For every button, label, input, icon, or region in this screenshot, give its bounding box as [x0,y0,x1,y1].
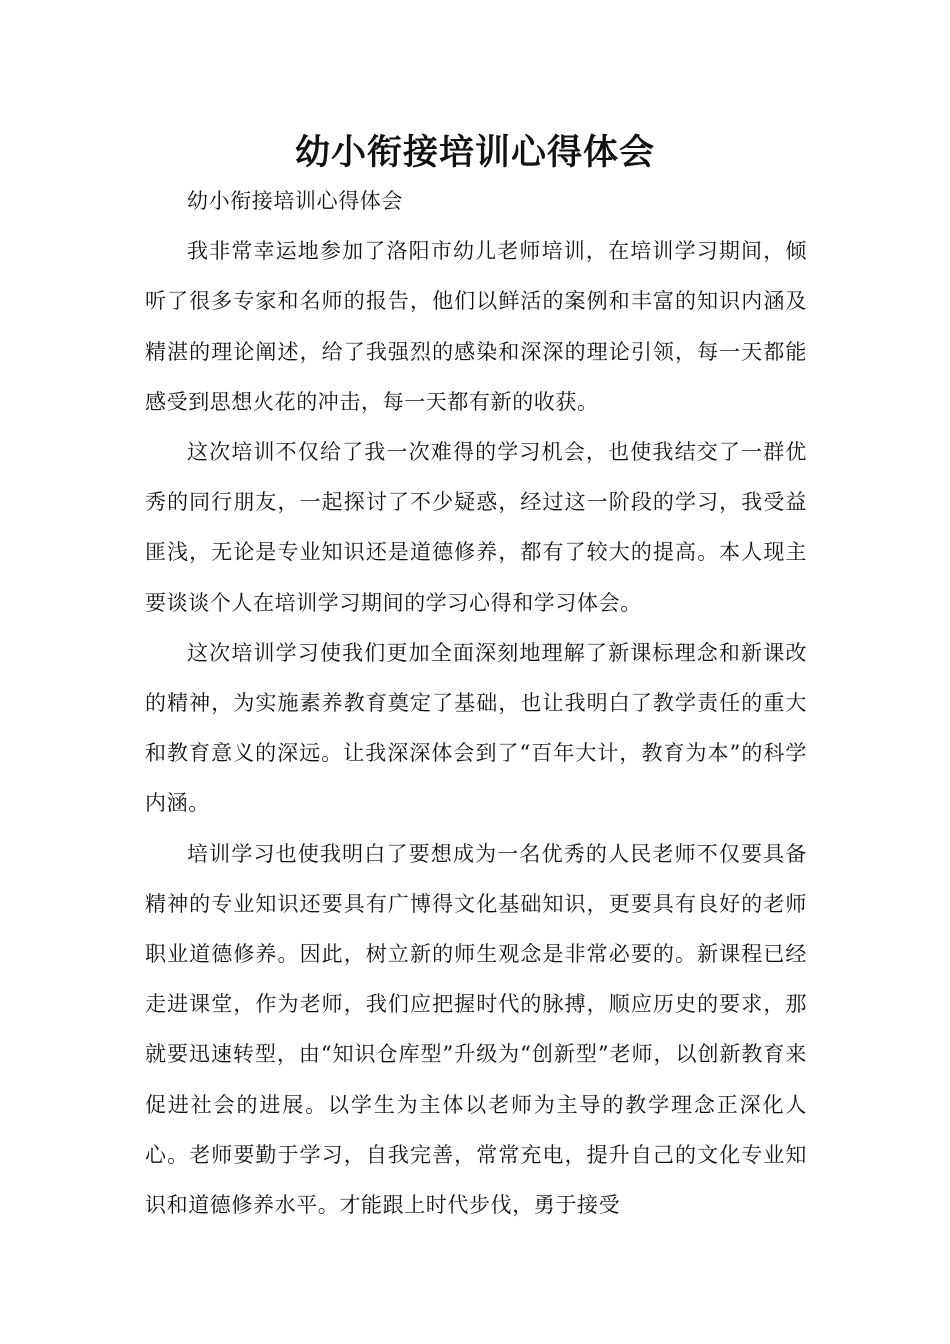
paragraph-subtitle: 幼小衔接培训心得体会 [187,189,403,213]
paragraph: 这次培训学习使我们更加全面深刻地理解了新课标理念和新课改的精神，为实施素养教育奠定了基础，也让我明白了教学责任的重大和教育意义的深远。让我深深体会到了“百年大计，教育为本”的科学内涵。 [145,640,807,816]
paragraph: 培训学习也使我明白了要想成为一名优秀的人民老师不仅要具备精神的专业知识还要具有广博得文化基础知识，更要具有良好的老师职业道德修养。因此，树立新的师生观念是非常必要的。新课程已经走进课堂，作为老师，我们应把握时代的脉搏，顺应历史的要求，那就要迅速转型，由“知识仓库型”升级为“创新型”老师，以创新教育来促进社会的进展。以学生为主体以老师为主导的教学理念正深化人心。老师要勤于学习，自我完善，常常充电，提升自己的文化专业知识和道德修养水平。才能跟上时代步伐，勇于接受 [145,841,807,1218]
paragraph: 这次培训不仅给了我一次难得的学习机会，也使我结交了一群优秀的同行朋友，一起探讨了不少疑惑，经过这一阶段的学习，我受益匪浅，无论是专业知识还是道德修养，都有了较大的提高。本人现主要谈谈个人在培训学习期间的学习心得和学习体会。 [145,440,807,615]
document-title: 幼小衔接培训心得体会 [294,132,655,173]
paragraph: 我非常幸运地参加了洛阳市幼儿老师培训，在培训学习期间，倾听了很多专家和名师的报告，他们以鲜活的案例和丰富的知识内涵及精湛的理论阐述，给了我强烈的感染和深深的理论引领，每一天都能感受到思想火花的冲击，每一天都有新的收获。 [145,239,807,414]
document-body [145,176,807,1230]
